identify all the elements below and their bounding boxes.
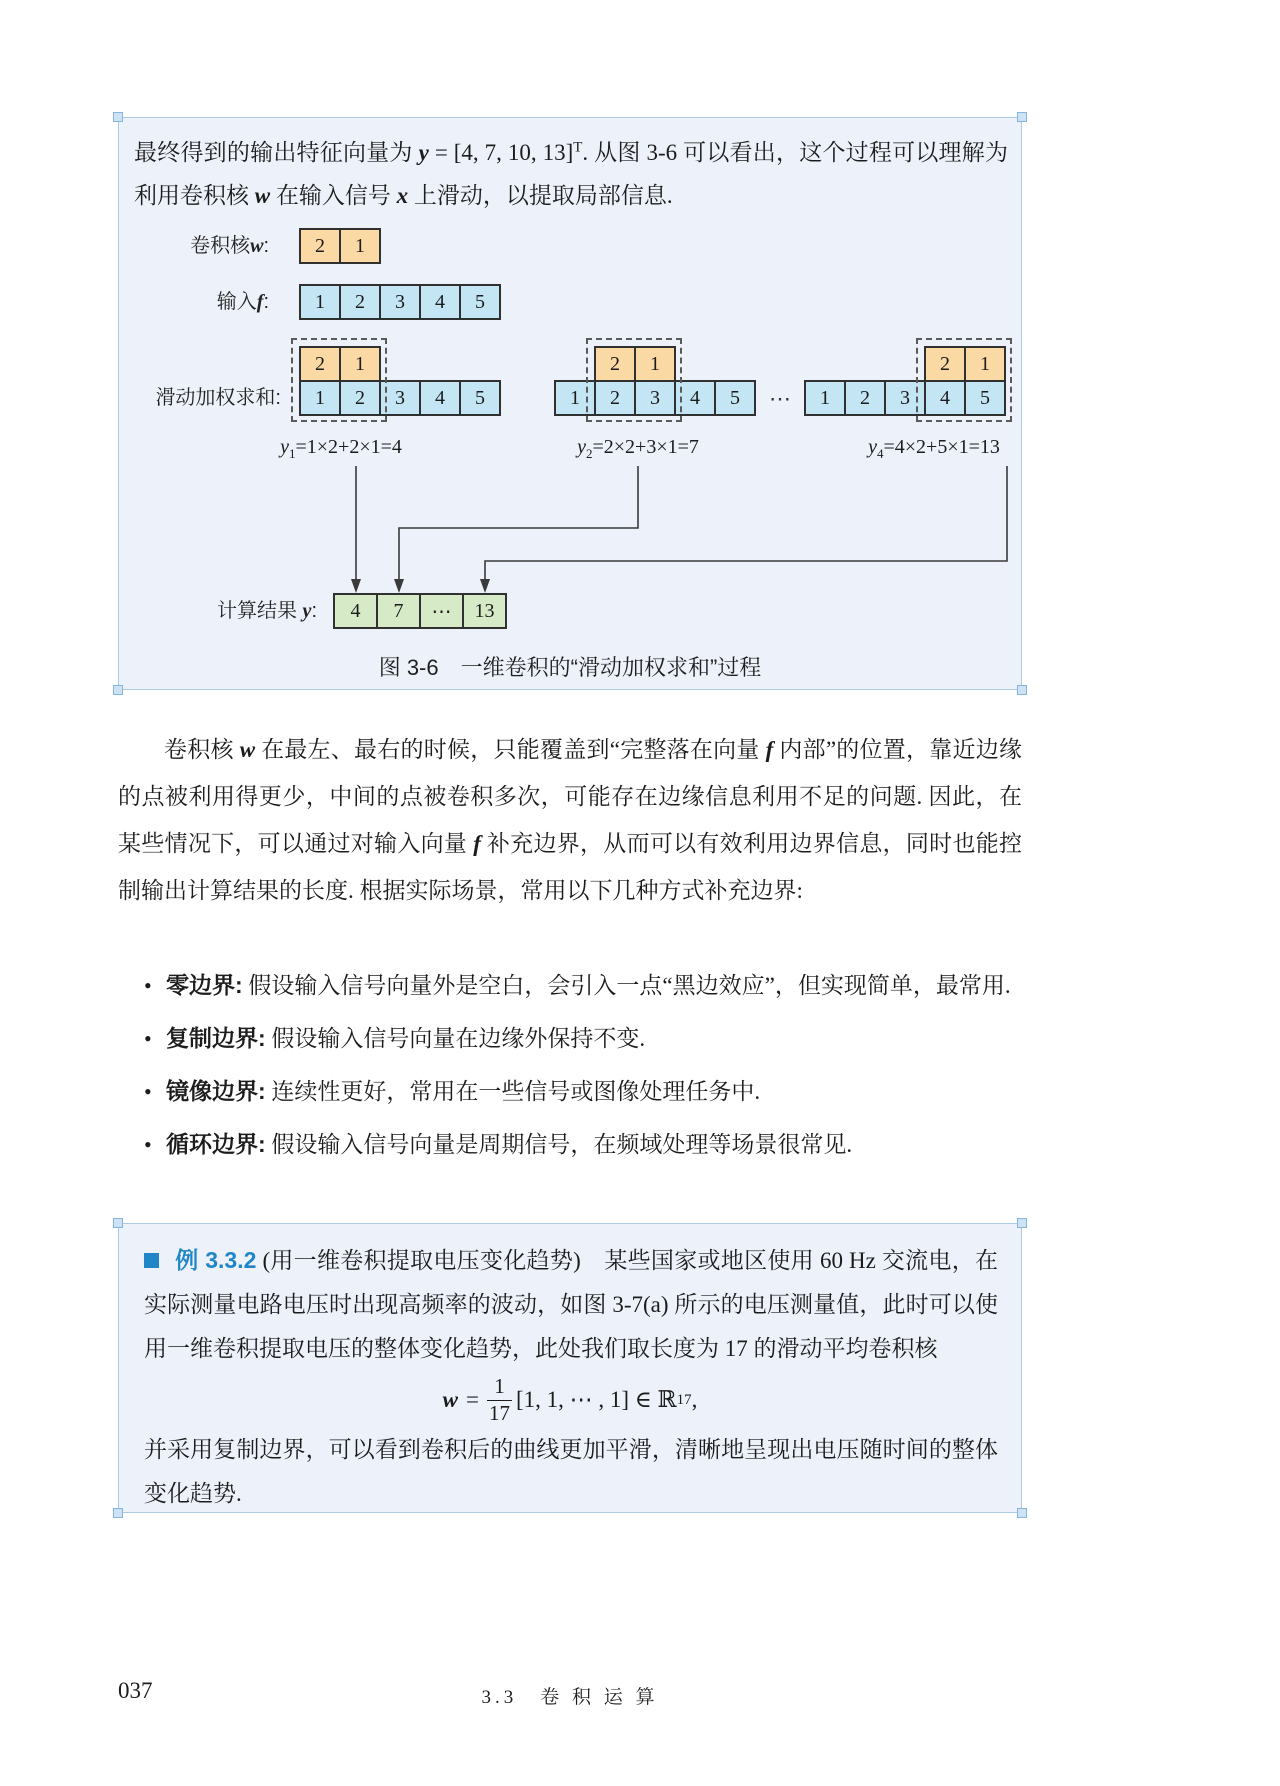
- result-cell: 4: [333, 593, 378, 629]
- kernel-cell: 2: [924, 346, 966, 382]
- coverage-dashed-box: [586, 338, 682, 422]
- example-panel: [118, 1223, 1022, 1513]
- kernel-cell: 1: [339, 346, 381, 382]
- input-cell: 3: [379, 284, 421, 320]
- selection-handle[interactable]: [1017, 685, 1027, 695]
- bullet-head: 镜像边界:: [166, 1078, 266, 1104]
- bullet-marker: •: [144, 1026, 152, 1051]
- bullet-item: [118, 1068, 1022, 1115]
- bullet-body: 假设输入信号向量外是空白，会引入一点“黑边效应”，但实现简单，最常用.: [242, 973, 1011, 998]
- kernel-row: [299, 228, 381, 264]
- fraction-denominator: 17: [488, 1400, 510, 1425]
- sliding-group-1: [299, 346, 511, 418]
- input-cell: 5: [459, 380, 501, 416]
- input-cell: 1: [299, 284, 341, 320]
- selection-handle[interactable]: [113, 112, 123, 122]
- bullet-marker: •: [144, 1079, 152, 1104]
- result-cell: 7: [376, 593, 421, 629]
- formula-body: [1, 1, ⋯ , 1] ∈ ℝ: [515, 1387, 677, 1412]
- figure-panel: [118, 117, 1022, 690]
- input-row-label: 输入f:: [216, 291, 269, 313]
- result-cell: 13: [462, 593, 507, 629]
- kernel-cell: 1: [339, 228, 381, 264]
- fraction: [487, 1374, 512, 1425]
- kernel-cell: 1: [634, 346, 676, 382]
- bullet-list: [118, 962, 1022, 1174]
- input-cell: 2: [844, 380, 886, 416]
- formula-y1: [239, 436, 443, 460]
- coverage-dashed-box: [916, 338, 1012, 422]
- formula-y4: [819, 436, 1049, 460]
- result-row: [333, 593, 507, 629]
- bullet-item: [118, 1015, 1022, 1062]
- input-row: [299, 284, 501, 320]
- example-intro-text: 例 3.3.2 (用一维卷积提取电压变化趋势) 某些国家或地区使用 60 Hz 交流电，在实际测量电路电压时出现高频率的波动，如图 3-7(a) 所示的电压测量值，此时可以使用一维卷积提取电压的整体变化趋势，此处我们取长度为 17 的滑动平均卷积核: [144, 1247, 998, 1361]
- input-cell: 4: [924, 380, 966, 416]
- example-formula: w = $\frac{1}{17}$ [1, 1, ⋯ , 1] ∈ ℝ 17 ,: [442, 1374, 698, 1425]
- input-cell: 1: [804, 380, 846, 416]
- footer-section-title: 3.3 卷 积 运 算: [481, 1687, 659, 1708]
- figure-intro-text: 最终得到的输出特征向量为 y = [4, 7, 10, 13]$^T$. 从图 3-6 可以看出，这个过程可以理解为利用卷积核 w 在输入信号 x 上滑动，以提取局部信息.: [134, 139, 1009, 208]
- input-cell: 2: [339, 284, 381, 320]
- math-sub: 4: [876, 446, 884, 461]
- selection-handle[interactable]: [113, 1508, 123, 1518]
- example-closing: 并采用复制边界，可以看到卷积后的曲线更加平滑，清晰地呈现出电压随时间的整体变化趋势.: [144, 1437, 998, 1506]
- bullet-item: [118, 1121, 1022, 1168]
- math-var: y: [280, 436, 289, 458]
- flow-arrows: [119, 466, 1023, 594]
- bullet-marker: •: [144, 1132, 152, 1157]
- bullet-marker: •: [144, 973, 152, 998]
- bullet-item: [118, 962, 1022, 1009]
- input-cell: 1: [554, 380, 596, 416]
- selection-handle[interactable]: [1017, 112, 1027, 122]
- result-cell: ⋯: [419, 593, 464, 629]
- selection-handle[interactable]: [113, 1218, 123, 1228]
- selection-handle[interactable]: [1017, 1218, 1027, 1228]
- input-cell: 5: [714, 380, 756, 416]
- sliding-row-label: 滑动加权求和:: [155, 387, 281, 409]
- input-cell: 4: [674, 380, 716, 416]
- math-sub: 2: [585, 446, 593, 461]
- bullet-head: 复制边界:: [166, 1025, 266, 1051]
- result-row-label: 计算结果 y:: [216, 600, 317, 622]
- equals-sign: =: [465, 1387, 479, 1412]
- input-cell: 3: [379, 380, 421, 416]
- formula-tail: ,: [691, 1387, 698, 1412]
- bullet-head: 循环边界:: [166, 1131, 266, 1157]
- bullet-body: 连续性更好，常用在一些信号或图像处理任务中.: [265, 1079, 761, 1104]
- math-sub: 1: [288, 446, 296, 461]
- math-var: y: [577, 436, 586, 458]
- input-cell: 5: [964, 380, 1006, 416]
- kernel-cell: 2: [594, 346, 636, 382]
- example-marker-icon: [144, 1253, 159, 1268]
- fraction-numerator: 1: [494, 1374, 505, 1399]
- bullet-head: 零边界:: [166, 972, 243, 998]
- kernel-cell: 2: [299, 228, 341, 264]
- input-cell: 5: [459, 284, 501, 320]
- math-var: y: [868, 436, 877, 458]
- input-cell: 4: [419, 284, 461, 320]
- selection-handle[interactable]: [113, 685, 123, 695]
- math-expr: =4×2+5×1=13: [883, 436, 1000, 458]
- kernel-cell: 1: [964, 346, 1006, 382]
- sliding-group-2: [554, 346, 766, 418]
- input-cell: 3: [884, 380, 926, 416]
- coverage-dashed-box: [291, 338, 387, 422]
- example-intro: [144, 1238, 998, 1371]
- bullet-body: 假设输入信号向量在边缘外保持不变.: [265, 1026, 646, 1051]
- input-cell: 2: [594, 380, 636, 416]
- math-expr: =1×2+2×1=4: [295, 436, 402, 458]
- math-expr: =2×2+3×1=7: [592, 436, 699, 458]
- kernel-cell: 2: [299, 346, 341, 382]
- footer-page-number: 037: [118, 1678, 153, 1703]
- kernel-row-label: 卷积核w:: [190, 235, 269, 257]
- input-cell: 2: [339, 380, 381, 416]
- math-var: w: [442, 1387, 458, 1412]
- figure-caption: 图 3-6 一维卷积的“滑动加权求和”过程: [378, 655, 762, 680]
- input-cell: 4: [419, 380, 461, 416]
- input-cell: 3: [634, 380, 676, 416]
- bullet-body: 假设输入信号向量是周期信号，在频域处理等场景很常见.: [265, 1132, 853, 1157]
- selection-handle[interactable]: [1017, 1508, 1027, 1518]
- input-cell: 1: [299, 380, 341, 416]
- sliding-group-3: [804, 346, 1016, 418]
- body-paragraph: 卷积核 w 在最左、最右的时候，只能覆盖到“完整落在向量 f 内部”的位置，靠近边缘的点被利用得更少，中间的点被卷积多次，可能存在边缘信息利用不足的问题. 因此，在某些情况下，可以通过对输入向量 f 补充边界，从而可以有效利用边界信息，同时也能控制输出计算结果的长度. 根据实际场景，常用以下几种方式补充边界:: [118, 737, 1023, 903]
- formula-y2: [536, 436, 740, 460]
- ellipsis: ⋯: [769, 386, 793, 411]
